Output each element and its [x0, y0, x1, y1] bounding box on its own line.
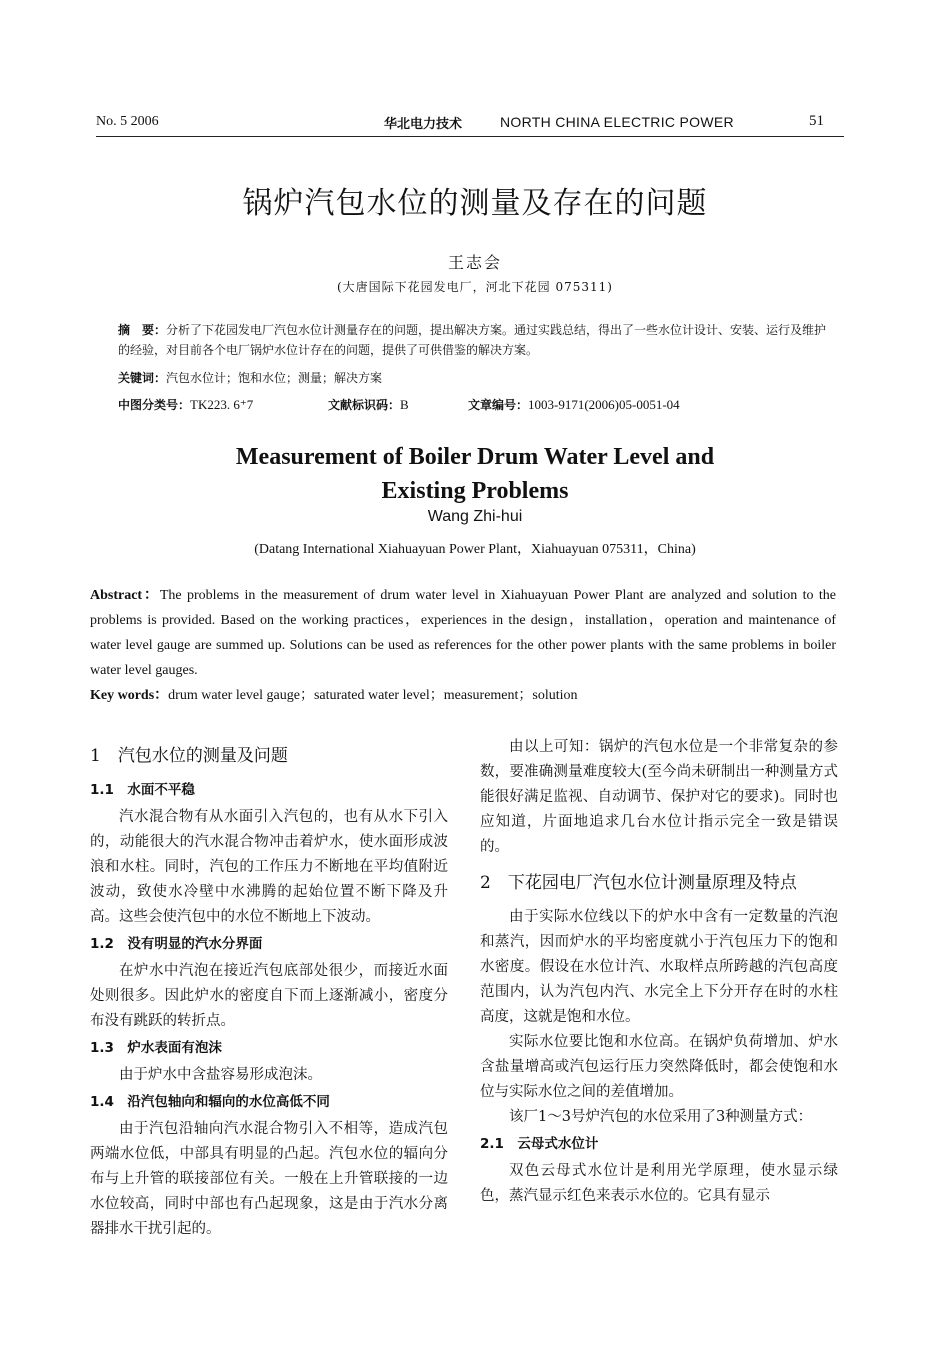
paragraph: 该厂1～3号炉汽包的水位采用了3种测量方式： — [509, 1109, 813, 1125]
running-header — [96, 110, 844, 137]
abstract-cn-text: 分析了下花园发电厂汽包水位计测量存在的问题，提出解决方案。通过实践总结，得出了一些水位计设计、安装、运行及维护的经验，对目前各个电厂锅炉水位计存在的问题，提供了可供借鉴的解决方案。 — [118, 323, 827, 357]
journal-title-en: NORTH CHINA ELECTRIC POWER — [500, 114, 734, 130]
abstract-cn — [118, 320, 830, 360]
abstract-en — [90, 583, 836, 683]
affiliation-cn: (大唐国际下花园发电厂，河北下花园 075311) — [337, 280, 613, 294]
doc-code-value: B — [400, 397, 409, 412]
article-number-label: 文章编号： — [468, 398, 529, 412]
subsection-heading: 1.2 没有明显的汽水分界面 — [90, 936, 263, 952]
abstract-en-label: Abstract： — [90, 588, 160, 603]
paragraph: 由以上可知：锅炉的汽包水位是一个非常复杂的参数，要准确测量难度较大(至今尚未研制出一种测量方式能很好满足监视、自动调节、保护对它的要求)。同时也应知道，片面地追求几台水位计指示完全一致是错误的。 — [480, 739, 838, 855]
clc-number — [118, 395, 253, 415]
abstract-en-text: The problems in the measurement of drum water level in Xiahuayuan Power Plant are analyzed and solution to the problems is provided. Based on the working practices，experiences in the design，installation，operation and maintenance of water level gauge are summed up. Solutions can be used as references for the other power plants with the same problems in boiler water level gauges. — [90, 588, 837, 678]
paragraph: 由于炉水中含盐容易形成泡沫。 — [119, 1067, 322, 1083]
journal-title-cn: 华北电力技术 — [384, 117, 463, 132]
subsection-heading: 1.4 沿汽包轴向和辐向的水位高低不同 — [90, 1094, 330, 1110]
clc-label: 中图分类号： — [118, 398, 191, 412]
paragraph: 由于实际水位线以下的炉水中含有一定数量的汽泡和蒸汽，因而炉水的平均密度就小于汽包压力下的饱和水密度。假设在水位计汽、水取样点所跨越的汽包高度范围内，认为汽包内汽、水完全上下分开存在时的水柱高度，这就是饱和水位。 — [480, 909, 838, 1025]
doc-code-label: 文献标识码： — [328, 398, 401, 412]
article-number-value: 1003-9171(2006)05-0051-04 — [528, 397, 680, 412]
paragraph: 在炉水中汽泡在接近汽包底部处很少，而接近水面处则很多。因此炉水的密度自下而上逐渐减小，密度分布没有跳跃的转折点。 — [90, 963, 448, 1029]
keywords-en — [90, 684, 836, 704]
section-heading: 2 下花园电厂汽包水位计测量原理及特点 — [480, 873, 797, 893]
left-column — [90, 735, 448, 1242]
author-cn: 王志会 — [447, 253, 502, 272]
keywords-en-label: Key words： — [90, 688, 169, 703]
section-heading: 1 汽包水位的测量及问题 — [90, 746, 288, 766]
issue-number: No. 5 2006 — [96, 114, 159, 129]
keywords-en-text: drum water level gauge；saturated water level；measurement；solution — [168, 688, 578, 703]
keywords-cn-label: 关键词： — [118, 371, 167, 385]
author-en: Wang Zhi-hui — [427, 508, 523, 525]
page-number: 51 — [809, 113, 824, 129]
affiliation-en: (Datang International Xiahuayuan Power Plant，Xiahuayuan 075311，China) — [254, 542, 696, 557]
article-number — [468, 395, 680, 415]
clc-value: TK223. 6⁺7 — [190, 397, 254, 412]
paragraph: 双色云母式水位计是利用光学原理，使水显示绿色，蒸汽显示红色来表示水位的。它具有显示 — [480, 1163, 838, 1204]
keywords-cn — [118, 368, 830, 388]
doc-code — [328, 395, 409, 415]
subsection-heading: 1.3 炉水表面有泡沫 — [90, 1040, 222, 1056]
paragraph: 实际水位要比饱和水位高。在锅炉负荷增加、炉水含盐量增高或汽包运行压力突然降低时，都会使饱和水位与实际水位之间的差值增加。 — [480, 1034, 838, 1100]
right-column — [480, 735, 838, 1209]
subsection-heading: 2.1 云母式水位计 — [480, 1136, 599, 1152]
article-title-cn: 锅炉汽包水位的测量及存在的问题 — [242, 186, 708, 221]
keywords-cn-text: 汽包水位计；饱和水位；测量；解决方案 — [166, 371, 383, 385]
article-title-en: Measurement of Boiler Drum Water Level and Existing Problems — [235, 444, 715, 504]
abstract-cn-label: 摘 要： — [118, 323, 167, 337]
paragraph: 由于汽包沿轴向汽水混合物引入不相等，造成汽包两端水位低，中部具有明显的凸起。汽包水位的辐向分布与上升管的联接部位有关。一般在上升管联接的一边水位较高，同时中部也有凸起现象，这是由于汽水分离器排水干扰引起的。 — [90, 1121, 448, 1237]
subsection-heading: 1.1 水面不平稳 — [90, 782, 195, 798]
paragraph: 汽水混合物有从水面引入汽包的，也有从水下引入的，动能很大的汽水混合物冲击着炉水，使水面形成波浪和水柱。同时，汽包的工作压力不断地在平均值附近波动，致使水冷壁中水沸腾的起始位置不断下降及升高。这些会使汽包中的水位不断地上下波动。 — [90, 809, 448, 925]
